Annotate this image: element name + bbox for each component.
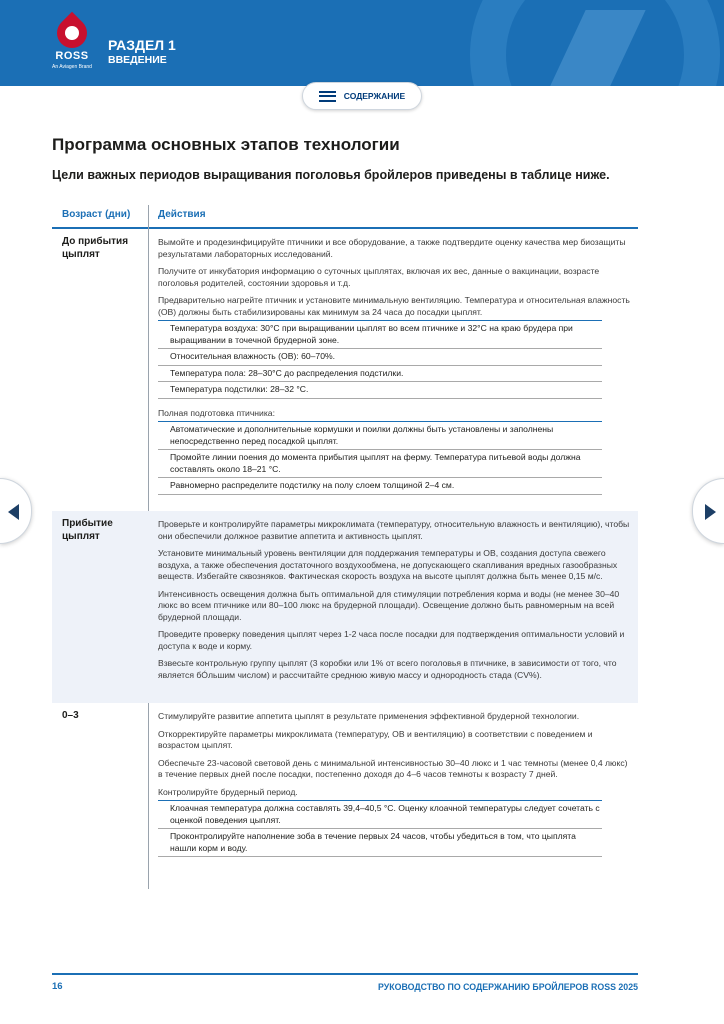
target-item: Температура подстилки: 28–32 °С. [158, 382, 602, 399]
target-item: Относительная влажность (ОВ): 60–70%. [158, 349, 602, 366]
table-header [52, 203, 638, 229]
prep-box [158, 421, 602, 495]
page-subtitle: Цели важных периодов выращивания поголовья бройлеров приведены в таблице ниже. [52, 168, 610, 182]
control-item: Клоачная температура должна составлять 39,4–40,5 °С. Оценку клоачной температуры следует сочетать с оценкой поведения цыплят. [158, 801, 602, 829]
footer-title: РУКОВОДСТВО ПО СОДЕРЖАНИЮ БРОЙЛЕРОВ ROSS 2025 [378, 982, 638, 992]
previous-page-button[interactable] [0, 478, 32, 544]
ross-logo[interactable] [50, 16, 94, 76]
logo-drop-inner [65, 26, 79, 40]
table-row [52, 703, 638, 889]
row-age: До прибытия цыплят [62, 236, 129, 260]
footer-divider [52, 973, 638, 975]
table-row [52, 229, 638, 511]
section-number: РАЗДЕЛ 1 [108, 37, 176, 53]
prep-item: Автоматические и дополнительные кормушки и поилки должны быть установлены и заполнены непосредственно перед посадкой цыплят. [158, 422, 602, 450]
action-text: Откорректируйте параметры микроклимата (температуру, ОВ и вентиляцию) в соответствии с поведением и возрастом цыплят. [158, 728, 593, 750]
logo-wordmark: ROSS [55, 50, 89, 62]
target-item: Температура пола: 28–30°С до распределения подстилки. [158, 366, 602, 383]
header-banner [0, 0, 724, 86]
prep-item: Промойте линии поения до момента прибытия цыплят на ферму. Температура питьевой воды должна составлять около 18–21 °С. [158, 450, 602, 478]
action-text: Взвесьте контрольную группу цыплят (3 коробки или 1% от всего поголовья в птичнике, в зависимости от того, что является бÓльшим числом) и рассчитайте среднюю живую массу и однородность стада (CV%). [158, 658, 617, 680]
column-header-actions: Действия [158, 209, 206, 220]
prep-item: Равномерно распределите подстилку на полу слоем толщиной 2–4 см. [158, 478, 602, 495]
action-text: Стимулируйте развитие аппетита цыплят в результате применения эффективной брудерной технологии. [158, 711, 580, 721]
arrow-right-icon [705, 504, 716, 520]
prep-label: Полная подготовка птичника: [158, 407, 275, 418]
control-box [158, 800, 602, 857]
table-row [52, 511, 638, 703]
action-text: Предварительно нагрейте птичник и установите минимальную вентиляцию. Температура и относительная влажность (ОВ) должны быть стабилизированы как минимум за 24 часа до посадки цыплят. [158, 295, 630, 317]
section-name: ВВЕДЕНИЕ [108, 54, 167, 66]
column-header-age: Возраст (дни) [62, 209, 131, 220]
action-text: Получите от инкубатория информацию о суточных цыплятах, включая их вес, данные о вакцинации, возрасте поголовья родителей, состоянии здоровья и т.д. [158, 266, 600, 288]
table-divider [148, 205, 149, 229]
logo-tagline: An Aviagen Brand [52, 64, 92, 70]
control-item: Проконтролируйте наполнение зоба в течение первых 24 часов, чтобы убедиться в том, что цыплята нашли корм и воду. [158, 829, 602, 857]
next-page-button[interactable] [692, 478, 724, 544]
action-text: Установите минимальный уровень вентиляции для поддержания температуры и ОВ, создания доступа свежего воздуха, а также обеспечения достаточного воздухообмена, не допускающего скапливания вредных газообразных веществ. Избегайте сквозняков. Фактическая скорость воздуха на высоте цыплят должна быть менее 0,15 м/с. [158, 548, 618, 581]
arrow-left-icon [8, 504, 19, 520]
target-item: Температура воздуха: 30°С при выращивании цыплят во всем птичнике и 32°С на краю брудера при выращивании в точечной брудерной зоне. [158, 321, 602, 349]
row-actions [158, 711, 632, 857]
action-text: Интенсивность освещения должна быть оптимальной для стимуляции потребления корма и воды (не менее 30–40 люкс во всем птичнике или 80–100 люкс на брудерной площади). Освещение должно быть равномерным на всей брудерной площади. [158, 588, 620, 622]
menu-icon [319, 91, 336, 102]
page-title: Программа основных этапов технологии [52, 135, 400, 154]
action-text: Проверьте и контролируйте параметры микроклимата (температуру, относительную влажность и вентиляцию), чтобы они обеспечили должное развитие аппетита и активность цыплят. [158, 519, 630, 541]
action-text: Вымойте и продезинфицируйте птичники и все оборудование, а также подтвердите оценку качества мер биозащиты результатами лабораторных исследований. [158, 237, 626, 259]
targets-box [158, 320, 602, 399]
action-text: Проведите проверку поведения цыплят через 1-2 часа после посадки для подтверждения оптимальности условий и доступа к воде и корму. [158, 629, 625, 651]
row-age: 0–3 [62, 710, 79, 721]
page-number: 16 [52, 981, 63, 992]
row-age: Прибытие цыплят [62, 518, 113, 542]
contents-button[interactable] [302, 82, 422, 110]
control-label: Контролируйте брудерный период. [158, 786, 298, 797]
row-actions [158, 237, 632, 495]
action-text: Обеспечьте 23-часовой световой день с минимальной интенсивностью 30–40 люкс и 1 час темноты (менее 0,4 люкс) в течение первых дней после посадки, постепенно доходя до 4–6 часов темноты к возрасту 7 дней. [158, 757, 628, 779]
contents-button-label: СОДЕРЖАНИЕ [343, 91, 406, 101]
row-actions [158, 519, 632, 687]
